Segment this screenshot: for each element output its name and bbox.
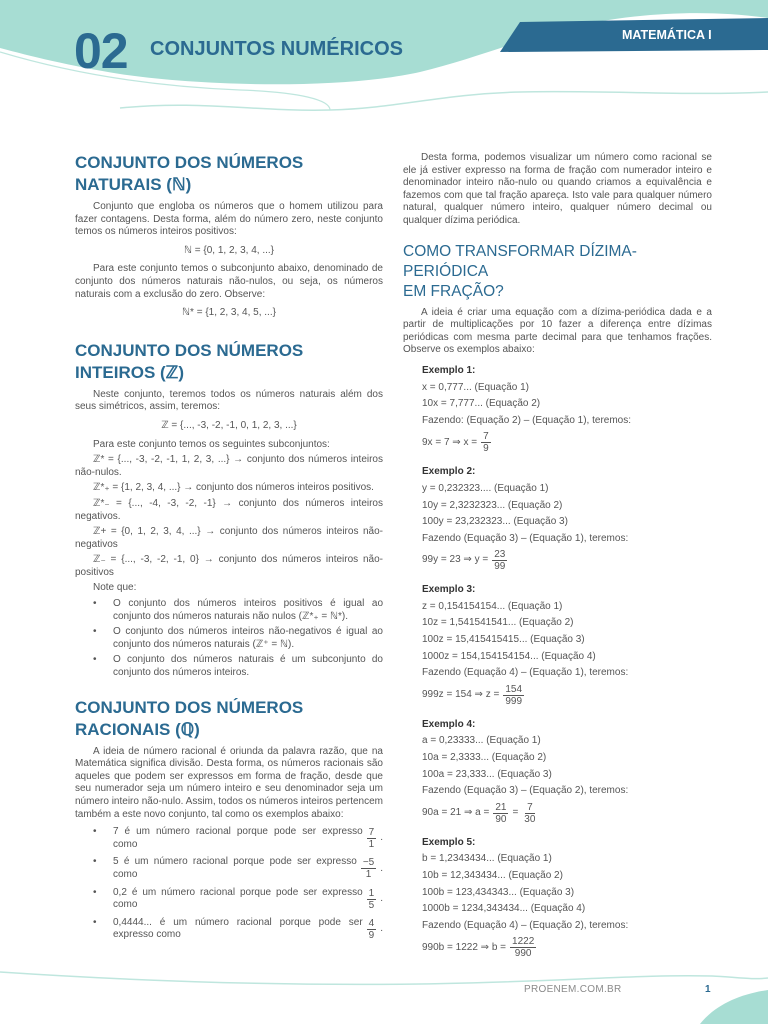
example-line: 100y = 23,232323... (Equação 3) <box>422 516 568 528</box>
result-prefix: 99y = 23 ⇒ y = <box>422 554 489 566</box>
paragraph: Conjunto que engloba os números que o homem utilizou para fazer contagens. Desta forma, além do número zero, neste conjunto temos os números inteiros positivos: <box>75 201 383 238</box>
example-line: 1000b = 1234,343434... (Equação 4) <box>422 903 586 915</box>
paragraph: A ideia é criar uma equação com a dízima-periódica dada e a partir de multiplicações por 10 fazer a diferença entre dízimas periódicas com mesma parte decimal para que tenhamos frações. Observe os exemplos abaixo: <box>403 306 712 356</box>
example-5 <box>422 837 712 960</box>
numerator: 7 <box>483 431 489 443</box>
title-line: CONJUNTO DOS NÚMEROS <box>75 340 304 360</box>
denominator: 999 <box>505 695 523 707</box>
example-line: Fazendo (Equação 3) – (Equação 1), teremos: <box>422 532 629 544</box>
footer-site: PROENEM.COM.BR <box>524 984 622 995</box>
example-4 <box>422 719 712 825</box>
denominator: 90 <box>495 813 507 825</box>
set-definition: ℕ = {0, 1, 2, 3, 4, ...} <box>183 244 274 256</box>
result-prefix: 9x = 7 ⇒ x = <box>422 436 478 448</box>
subset-line: ℤ* = {..., -3, -2, -1, 1, 2, 3, ...} → conjunto dos números inteiros não-nulos. <box>75 454 383 478</box>
fraction <box>481 431 491 454</box>
list-item <box>93 887 383 912</box>
example-line: Fazendo (Equação 3) – (Equação 2), teremos: <box>422 785 629 797</box>
title-line: CONJUNTO DOS NÚMEROS <box>75 153 304 172</box>
example-line: 10z = 1,541541541... (Equação 2) <box>422 617 574 629</box>
section-title-inteiros <box>75 340 383 384</box>
section-title-naturais <box>75 152 383 196</box>
example-2 <box>422 466 712 572</box>
example-result <box>422 431 712 454</box>
item-text: • 7 é um número racional porque pode ser expresso como <box>113 826 363 850</box>
fraction <box>367 888 377 911</box>
left-column <box>75 152 383 947</box>
numerator: 7 <box>368 827 375 839</box>
note-list <box>93 598 383 680</box>
subject-label: MATEMÁTICA I <box>622 28 712 42</box>
denominator: 5 <box>368 899 375 911</box>
numerator: 1 <box>368 887 375 899</box>
item-end: . <box>380 892 383 904</box>
denominator: 1 <box>365 869 372 881</box>
fraction <box>503 684 524 707</box>
numerator: −5 <box>362 857 375 869</box>
fraction <box>367 827 377 850</box>
item-end: . <box>380 862 383 874</box>
list-item: • O conjunto dos números inteiros positivos é igual ao conjunto dos números naturais não nulos (ℤ*₊ = ℕ*). <box>93 598 383 623</box>
item-end: . <box>380 923 383 935</box>
page-number: 1 <box>705 984 711 995</box>
paragraph: A ideia de número racional é oriunda da palavra razão, que na Matemática significa divisão. Desta forma, os números racionais são aqueles que podem ser expressos em forma de fração, desde que seu numerador seja um número inteiro e seu denominador seja um número inteiro não-nulo. Assim, todos os números inteiros pertencem também a este novo conjunto, tal como os exemplos abaixo: <box>75 745 383 820</box>
item-text: • 0,2 é um número racional porque pode ser expresso como <box>113 886 363 911</box>
denominator: 1 <box>368 839 375 851</box>
example-heading: Exemplo 5: <box>422 836 476 848</box>
item-text: • 5 é um número racional porque pode ser expresso como <box>113 856 357 880</box>
list-item <box>93 856 383 881</box>
example-line: 100b = 123,434343... (Equação 3) <box>422 886 575 898</box>
subset-line: ℤ*₊ = {1, 2, 3, 4, ...} → conjunto dos números inteiros positivos. <box>93 482 374 494</box>
example-line: 10b = 12,343434... (Equação 2) <box>422 870 563 881</box>
title-line: COMO TRANSFORMAR DÍZIMA-PERIÓDICA <box>403 242 637 280</box>
example-line: 10x = 7,777... (Equação 2) <box>422 398 541 410</box>
list-item <box>93 826 383 851</box>
paragraph: Para este conjunto temos os seguintes subconjuntos: <box>93 438 330 450</box>
example-line: Fazendo (Equação 4) – (Equação 2), teremos: <box>422 919 629 931</box>
denominator: 99 <box>494 561 506 573</box>
example-line: b = 1,2343434... (Equação 1) <box>422 853 552 865</box>
title-line: INTEIROS (ℤ) <box>75 362 184 382</box>
numerator: 7 <box>527 801 533 813</box>
right-column <box>403 152 712 963</box>
denominator: 9 <box>483 443 489 455</box>
title-line: RACIONAIS (ℚ) <box>75 719 200 739</box>
example-line: z = 0,154154154... (Equação 1) <box>422 600 563 612</box>
fraction <box>361 857 376 880</box>
section-title-dizima <box>403 242 712 302</box>
example-1 <box>422 365 712 454</box>
fraction <box>492 549 507 572</box>
numerator: 1222 <box>512 936 535 948</box>
set-definition: ℤ = {..., -3, -2, -1, 0, 1, 2, 3, ...} <box>161 419 297 431</box>
example-line: 1000z = 154,154154154... (Equação 4) <box>422 650 596 662</box>
list-item <box>93 917 383 942</box>
example-line: Fazendo: (Equação 2) – (Equação 1), teremos: <box>422 414 632 426</box>
example-result <box>422 802 712 825</box>
example-line: 100z = 15,415415415... (Equação 3) <box>422 634 585 646</box>
fraction <box>522 802 537 825</box>
section-title-racionais <box>75 697 383 741</box>
title-line: NATURAIS (ℕ) <box>75 175 192 194</box>
list-item: • O conjunto dos números inteiros não-negativos é igual ao conjunto dos números naturais (ℤ⁺ = ℕ). <box>93 626 383 651</box>
result-prefix: 990b = 1222 ⇒ b = <box>422 941 507 953</box>
item-text: • 0,4444... é um número racional porque pode ser expresso como <box>113 916 363 941</box>
numerator: 4 <box>368 917 375 929</box>
result-prefix: 90a = 21 ⇒ a = <box>422 807 490 819</box>
chapter-number: 02 <box>74 23 128 79</box>
result-prefix: 999z = 154 ⇒ z = <box>422 689 500 701</box>
example-3 <box>422 584 712 707</box>
example-heading: Exemplo 1: <box>422 364 476 376</box>
title-line: EM FRAÇÃO? <box>403 282 504 300</box>
example-line: 100a = 23,333... (Equação 3) <box>422 768 552 780</box>
paragraph: Desta forma, podemos visualizar um número como racional se ele já estiver expresso na forma de fração com numerador inteiro e denominador inteiro não-nulo ou quando criamos a equivalência e fazemos com que tal fração apareça. Isto vale para qualquer número natural, qualquer número inteiro, qualquer número decimal ou qualquer dízima periódica. <box>403 152 712 226</box>
equals-sign: = <box>512 807 519 819</box>
paragraph: Para este conjunto temos o subconjunto abaixo, denominado de conjunto dos números naturais não-nulos, ou seja, os números naturais com a exclusão do zero. Observe: <box>75 263 383 300</box>
example-line: a = 0,23333... (Equação 1) <box>422 735 541 747</box>
example-line: y = 0,232323.... (Equação 1) <box>422 482 549 494</box>
rational-examples <box>93 826 383 942</box>
subset-line: ℤ₋ = {..., -3, -2, -1, 0} → conjunto dos números inteiros não-positivos <box>75 554 383 578</box>
list-item: • O conjunto dos números naturais é um subconjunto do conjunto dos números inteiros. <box>93 654 383 679</box>
example-heading: Exemplo 4: <box>422 718 476 730</box>
numerator: 21 <box>495 801 507 813</box>
example-line: Fazendo (Equação 4) – (Equação 1), teremos: <box>422 667 629 679</box>
subset-line: ℤ+ = {0, 1, 2, 3, 4, ...} → conjunto dos números inteiros não-negativos <box>75 526 383 550</box>
set-definition: ℕ* = {1, 2, 3, 4, 5, ...} <box>182 307 276 319</box>
fraction <box>367 918 377 941</box>
note-label: Note que: <box>93 582 137 594</box>
example-heading: Exemplo 3: <box>422 584 476 596</box>
example-line: 10y = 2,3232323... (Equação 2) <box>422 499 563 511</box>
example-heading: Exemplo 2: <box>422 466 476 478</box>
numerator: 23 <box>494 549 506 561</box>
denominator: 30 <box>524 813 536 825</box>
numerator: 154 <box>505 683 523 695</box>
denominator: 990 <box>514 948 532 960</box>
footer-wave-decoration <box>0 950 768 1024</box>
example-line: 10a = 2,3333... (Equação 2) <box>422 752 547 764</box>
fraction <box>493 802 508 825</box>
example-line: x = 0,777... (Equação 1) <box>422 381 530 393</box>
subset-line: ℤ*₋ = {..., -4, -3, -2, -1} → conjunto dos números inteiros negativos. <box>75 497 383 522</box>
item-end: . <box>380 832 383 844</box>
example-result <box>422 684 712 707</box>
example-result <box>422 549 712 572</box>
denominator: 9 <box>368 929 375 941</box>
chapter-title: CONJUNTOS NUMÉRICOS <box>150 38 403 60</box>
title-line: CONJUNTO DOS NÚMEROS <box>75 697 304 717</box>
paragraph: Neste conjunto, teremos todos os números naturais além dos seus simétricos, assim, teremos: <box>75 388 383 413</box>
